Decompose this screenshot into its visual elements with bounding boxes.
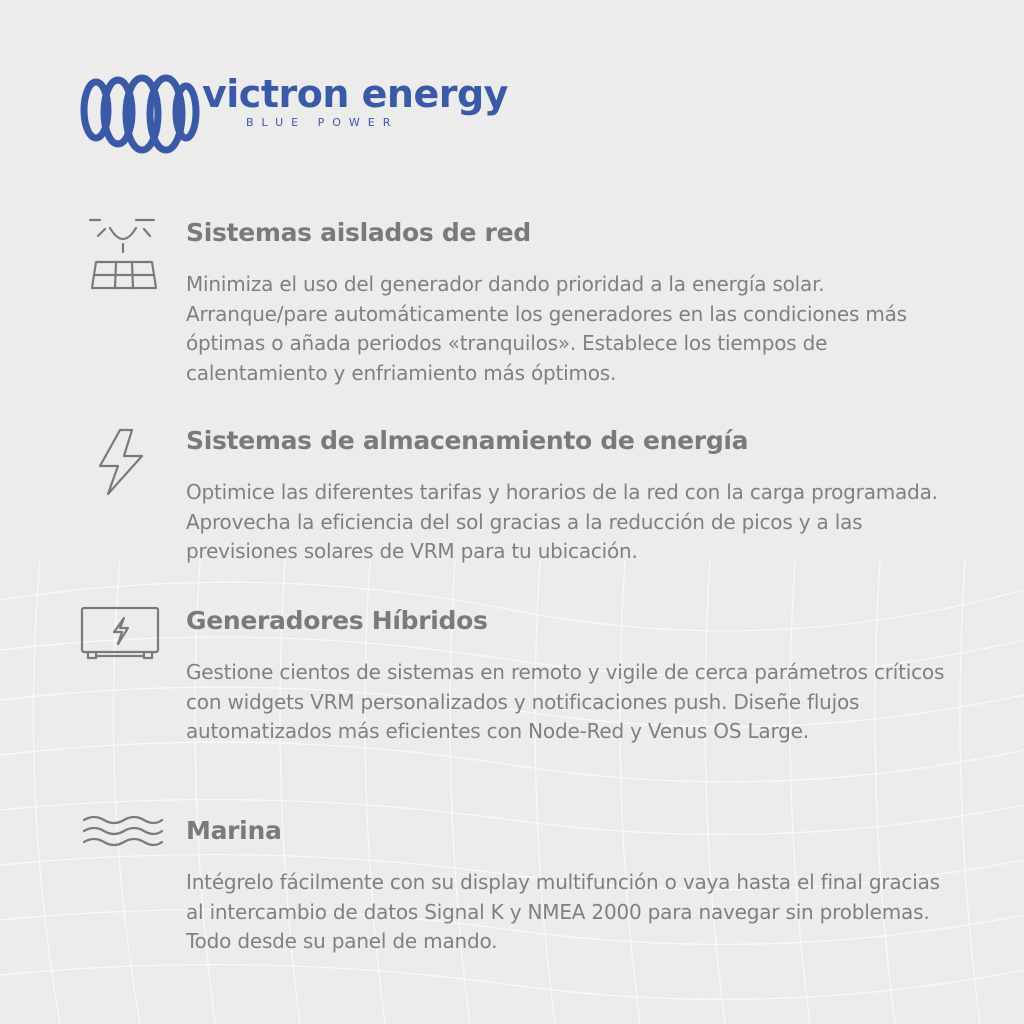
brand-name: victron energy [202,72,508,116]
lightning-bolt-icon [78,426,168,506]
feature-description: Minimiza el uso del generador dando prioridad a la energía solar. Arranque/pare automáticamente los generadores en las condiciones más óptimas o añada periodos «tranquilos». Establece los tiempos de calentamiento y enfriamiento más óptimos. [186,272,907,385]
feature-description: Gestione cientos de sistemas en remoto y vigile de cerca parámetros críticos con widgets VRM personalizados y notificaciones push. Diseñe flujos automatizados más eficientes con Node-Red y Venus OS Large. [186,660,945,743]
feature-description: Intégrelo fácilmente con su display multifunción o vaya hasta el final gracias al intercambio de datos Signal K y NMEA 2000 para navegar sin problemas. Todo desde su panel de mando. [186,870,940,953]
victron-logo-mark-icon [74,72,202,162]
victron-logo [74,72,514,162]
solar-panel-icon [78,218,168,298]
feature-description: Optimice las diferentes tarifas y horarios de la red con la carga programada. Aprovecha la eficiencia del sol gracias a la reducción de picos y a las previsiones solares de VRM para tu ubicación. [186,480,938,563]
feature-title: Sistemas aislados de red [186,218,531,247]
generator-icon [78,606,168,686]
feature-title: Marina [186,816,282,845]
feature-title: Generadores Híbridos [186,606,488,635]
waves-icon [78,816,168,896]
feature-title: Sistemas de almacenamiento de energía [186,426,749,455]
brand-tagline: BLUE POWER [246,116,399,129]
